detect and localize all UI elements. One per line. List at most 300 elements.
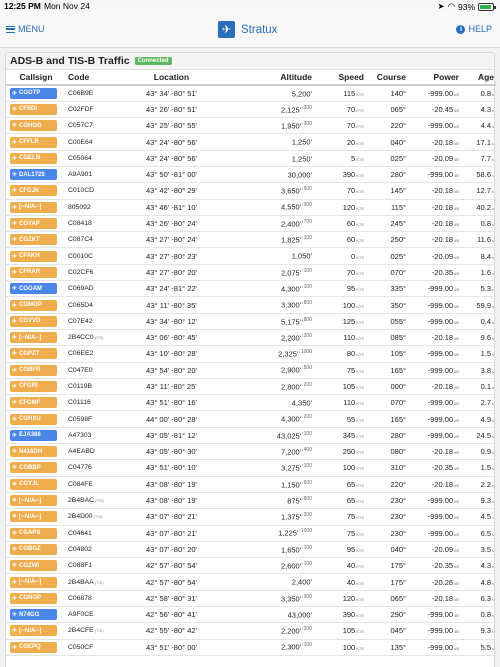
power-text: -20.18 [431, 479, 454, 489]
callsign-label[interactable] [10, 365, 57, 376]
speed-text: 60 [346, 235, 356, 245]
speed-text: 115 [343, 88, 356, 98]
callsign-text: CFAKH [19, 253, 40, 260]
age-unit: s [492, 205, 494, 211]
table-row[interactable] [6, 362, 496, 378]
callsign-label[interactable] [10, 430, 57, 441]
callsign-label[interactable] [10, 153, 57, 164]
table-row[interactable] [6, 264, 496, 280]
callsign-label[interactable] [10, 218, 57, 229]
callsign-text: CGYJL [19, 481, 40, 488]
age-text: 9.6 [480, 333, 491, 343]
speed-unit: KTS [356, 629, 364, 635]
course-cell: 025° [366, 248, 408, 264]
menu-label: MENU [18, 24, 45, 34]
power-unit: dB [454, 91, 459, 97]
speed-unit: KTS [356, 107, 364, 113]
code-text: C01116 [68, 399, 91, 407]
speed-unit: KTS [356, 531, 364, 537]
table-row[interactable] [6, 590, 496, 606]
power-text: -20.45 [431, 104, 454, 114]
age-cell [461, 558, 496, 574]
callsign-cell [6, 444, 66, 460]
course-cell: 310° [366, 460, 408, 476]
speed-unit: KTS [356, 433, 364, 439]
age-unit: s [492, 222, 494, 228]
age-text: 0.8 [480, 610, 491, 620]
power-text: -999.00 [427, 496, 454, 506]
plane-icon: ✈ [12, 221, 18, 228]
age-unit: s [492, 368, 494, 374]
vertical-speed: ↓200 [301, 512, 312, 519]
callsign-label[interactable] [10, 609, 57, 620]
plane-icon: ✈ [12, 595, 18, 602]
col-speed[interactable]: Speed [314, 70, 366, 85]
course-cell: 230° [366, 525, 408, 541]
callsign-label[interactable] [10, 185, 57, 196]
table-row[interactable] [6, 395, 496, 411]
code-text: A47303 [68, 431, 92, 439]
age-cell [461, 607, 496, 623]
col-power[interactable]: Power [408, 70, 461, 85]
callsign-label[interactable] [10, 267, 57, 278]
altitude-cell [229, 574, 314, 590]
callsign-label[interactable] [10, 381, 57, 392]
tisb-tag: (TIS) [95, 498, 104, 504]
altitude-cell [229, 558, 314, 574]
course-cell: 080° [366, 444, 408, 460]
vertical-speed: ↓600 [301, 479, 312, 486]
course-cell: 040° [366, 541, 408, 557]
power-unit: dB [454, 384, 459, 390]
speed-cell [314, 411, 366, 427]
altitude-cell [229, 378, 314, 394]
age-unit: s [492, 564, 494, 570]
tisb-tag: (TIS) [94, 335, 104, 341]
table-row[interactable] [6, 150, 496, 166]
power-unit: dB [454, 107, 459, 113]
table-row[interactable] [6, 232, 496, 248]
table-row[interactable] [6, 281, 496, 297]
col-callsign[interactable]: Callsign [6, 70, 66, 85]
power-unit: dB [454, 270, 459, 276]
speed-unit: KTS [356, 124, 364, 130]
table-row[interactable] [6, 85, 496, 101]
course-cell: 070° [366, 395, 408, 411]
table-row[interactable] [6, 183, 496, 199]
table-row[interactable] [6, 574, 496, 590]
table-row[interactable] [6, 118, 496, 134]
col-code[interactable]: Code [66, 70, 114, 85]
location-cell: 43° 07' -80° 21' [114, 509, 229, 525]
table-row[interactable] [6, 199, 496, 215]
col-altitude[interactable]: Altitude [229, 70, 314, 85]
speed-unit: KTS [356, 222, 364, 228]
code-cell [66, 444, 114, 460]
code-text: C087C4 [68, 236, 93, 244]
callsign-cell [6, 183, 66, 199]
altitude-text: 2,200' [280, 333, 302, 343]
code-text: C069AD [68, 285, 94, 293]
help-label: HELP [468, 24, 492, 34]
col-age[interactable]: Age [461, 70, 496, 85]
power-cell [408, 346, 461, 362]
callsign-cell [6, 427, 66, 443]
callsign-text: CGNOP [19, 595, 42, 602]
altitude-cell [229, 118, 314, 134]
age-unit: s [492, 336, 494, 342]
speed-text: 75 [346, 528, 356, 538]
power-unit: dB [454, 482, 459, 488]
age-unit: s [492, 450, 494, 456]
age-text: 4.3 [480, 104, 491, 114]
altitude-text: 5,200' [291, 89, 312, 99]
plane-icon: ✈ [12, 383, 18, 390]
altitude-cell [229, 101, 314, 117]
plane-icon: ✈ [12, 253, 18, 260]
power-cell [408, 150, 461, 166]
col-location[interactable]: Location [114, 70, 229, 85]
age-text: 3.5 [480, 544, 491, 554]
altitude-text: 1,375' [280, 512, 302, 522]
speed-cell [314, 590, 366, 606]
callsign-label[interactable] [10, 332, 57, 343]
age-unit: s [492, 547, 494, 553]
power-unit: dB [454, 580, 459, 586]
location-icon: ➤ [437, 1, 445, 11]
table-header-row [6, 70, 496, 85]
table-row[interactable] [6, 346, 496, 362]
speed-text: 95 [346, 544, 356, 554]
menu-button[interactable] [6, 24, 45, 34]
plane-icon: ✈ [12, 514, 18, 521]
age-cell [461, 215, 496, 231]
code-cell [66, 329, 114, 345]
table-row[interactable] [6, 623, 496, 639]
callsign-label[interactable] [10, 169, 57, 180]
callsign-label[interactable] [10, 642, 57, 653]
power-cell [408, 199, 461, 215]
code-cell [66, 509, 114, 525]
table-row[interactable] [6, 607, 496, 623]
code-text: C050CF [68, 643, 94, 651]
vertical-speed: ↓400 [301, 446, 312, 453]
callsign-text: N74GG [19, 611, 40, 618]
age-unit: s [492, 270, 494, 276]
speed-cell [314, 395, 366, 411]
table-row[interactable] [6, 509, 496, 525]
speed-cell [314, 329, 366, 345]
callsign-cell [6, 329, 66, 345]
course-cell: 055° [366, 313, 408, 329]
age-unit: s [492, 254, 494, 260]
code-text: C084FE [68, 480, 93, 488]
speed-cell [314, 639, 366, 655]
age-unit: s [492, 238, 494, 244]
table-row[interactable] [6, 525, 496, 541]
brand[interactable] [218, 21, 277, 38]
location-cell: 43° 07' -80° 21' [114, 525, 229, 541]
course-cell: 070° [366, 264, 408, 280]
callsign-cell [6, 215, 66, 231]
speed-cell [314, 574, 366, 590]
col-course[interactable]: Course [366, 70, 408, 85]
speed-unit: KTS [356, 238, 364, 244]
power-cell [408, 378, 461, 394]
power-text: -20.18 [431, 202, 454, 212]
course-cell: 045° [366, 623, 408, 639]
power-unit: dB [454, 547, 459, 553]
speed-text: 60 [346, 219, 356, 229]
code-cell [66, 525, 114, 541]
power-text: -999.00 [427, 642, 454, 652]
plane-icon: ✈ [12, 465, 18, 472]
altitude-cell [229, 183, 314, 199]
help-button[interactable] [456, 24, 492, 34]
location-cell: 43° 11' -80° 35' [114, 297, 229, 313]
callsign-label[interactable] [10, 316, 57, 327]
power-text: -999.00 [427, 414, 454, 424]
table-row[interactable] [6, 329, 496, 345]
tisb-tag: (TIS) [94, 628, 104, 634]
table-row[interactable] [6, 313, 496, 329]
table-row[interactable] [6, 378, 496, 394]
power-cell [408, 541, 461, 557]
age-text: 9.3 [480, 496, 491, 506]
speed-unit: KTS [356, 287, 364, 293]
code-text: C06EE2 [68, 350, 94, 358]
location-cell: 43° 07' -80° 20' [114, 541, 229, 557]
altitude-text: 2,600' [280, 561, 302, 571]
code-cell [66, 264, 114, 280]
code-text: C06B9E [68, 89, 94, 97]
age-cell [461, 199, 496, 215]
code-cell [66, 541, 114, 557]
callsign-label[interactable] [10, 120, 57, 131]
callsign-cell [6, 623, 66, 639]
speed-unit: KTS [356, 205, 364, 211]
speed-unit: KTS [356, 613, 364, 619]
stratux-logo-icon: ✈ [218, 21, 235, 38]
callsign-cell [6, 101, 66, 117]
callsign-cell [6, 411, 66, 427]
callsign-text: CFFLR [19, 139, 39, 146]
callsign-cell [6, 574, 66, 590]
callsign-label[interactable] [10, 300, 57, 311]
callsign-label[interactable] [10, 202, 57, 213]
callsign-text: CGBFR [19, 367, 41, 374]
callsign-label[interactable] [10, 414, 57, 425]
code-cell [66, 118, 114, 134]
code-cell [66, 492, 114, 508]
course-cell: 335° [366, 281, 408, 297]
altitude-text: 3,650' [280, 186, 302, 196]
table-row[interactable] [6, 558, 496, 574]
callsign-label[interactable] [10, 348, 57, 359]
table-row[interactable] [6, 427, 496, 443]
power-text: -20.18 [431, 381, 454, 391]
panel-title: ADS-B and TIS-B Traffic [10, 55, 130, 67]
age-cell [461, 362, 496, 378]
plane-icon: ✈ [12, 237, 18, 244]
table-row[interactable] [6, 639, 496, 655]
speed-text: 345 [342, 430, 356, 440]
code-text: C05064 [68, 154, 92, 162]
callsign-label[interactable] [10, 397, 57, 408]
speed-text: 80 [346, 349, 356, 359]
power-cell [408, 166, 461, 182]
vertical-speed: ↑300 [301, 202, 312, 209]
callsign-cell [6, 166, 66, 182]
plane-icon: ✈ [12, 546, 18, 553]
code-cell [66, 362, 114, 378]
location-cell: 43° 46' -81° 10' [114, 199, 229, 215]
power-unit: dB [454, 613, 459, 619]
power-cell [408, 525, 461, 541]
callsign-cell [6, 607, 66, 623]
callsign-label[interactable] [10, 625, 57, 636]
callsign-label[interactable] [10, 462, 57, 473]
plane-icon: ✈ [12, 563, 18, 570]
table-row[interactable] [6, 460, 496, 476]
age-text: 4.3 [480, 561, 491, 571]
speed-text: 390 [342, 610, 356, 620]
code-text: C047E0 [68, 366, 93, 374]
power-unit: dB [454, 466, 459, 472]
vertical-speed: ↓100 [301, 544, 312, 551]
power-text: -20.18 [431, 219, 454, 229]
power-text: -20.18 [431, 447, 454, 457]
table-row[interactable] [6, 101, 496, 117]
location-cell: 42° 57' -80° 54' [114, 574, 229, 590]
table-row[interactable] [6, 297, 496, 313]
age-cell [461, 118, 496, 134]
age-cell [461, 509, 496, 525]
altitude-cell [229, 281, 314, 297]
speed-text: 20 [346, 137, 356, 147]
plane-icon: ✈ [12, 286, 18, 293]
callsign-label[interactable] [10, 88, 57, 99]
power-cell [408, 623, 461, 639]
callsign-text: CGOTP [19, 90, 41, 97]
callsign-text: DAL1728 [19, 171, 45, 178]
course-cell: 105° [366, 346, 408, 362]
power-text: -20.09 [431, 153, 454, 163]
altitude-cell [229, 476, 314, 492]
altitude-text: 2,325' [278, 349, 299, 359]
power-cell [408, 639, 461, 655]
brand-title: Stratux [241, 23, 278, 36]
altitude-text: 2,075' [280, 268, 302, 278]
callsign-text: [--N/A--] [19, 334, 42, 341]
callsign-label[interactable] [10, 479, 57, 490]
code-cell [66, 460, 114, 476]
speed-unit: KTS [356, 254, 364, 260]
plane-icon: ✈ [12, 155, 18, 162]
table-row[interactable] [6, 492, 496, 508]
altitude-text: 3,300' [280, 300, 302, 310]
callsign-label[interactable] [10, 251, 57, 262]
callsign-label[interactable] [10, 283, 57, 294]
speed-cell [314, 85, 366, 101]
altitude-text: 2,400' [280, 219, 302, 229]
speed-cell [314, 313, 366, 329]
altitude-cell [229, 590, 314, 606]
callsign-cell [6, 378, 66, 394]
callsign-label[interactable] [10, 560, 57, 571]
callsign-label[interactable] [10, 234, 57, 245]
altitude-text: 1,150' [280, 480, 302, 490]
callsign-text: CGPZT [19, 350, 40, 357]
code-cell [66, 85, 114, 101]
callsign-label[interactable] [10, 593, 57, 604]
speed-text: 95 [346, 284, 356, 294]
vertical-speed: ↑100 [301, 642, 312, 649]
callsign-label[interactable] [10, 104, 57, 115]
age-text: 6.3 [480, 593, 491, 603]
age-cell [461, 297, 496, 313]
callsign-label[interactable] [10, 511, 57, 522]
power-cell [408, 558, 461, 574]
power-text: -999.00 [427, 528, 454, 538]
speed-cell [314, 460, 366, 476]
location-cell: 43° 11' -80° 25' [114, 378, 229, 394]
age-cell [461, 378, 496, 394]
callsign-text: CGBGZ [19, 546, 41, 553]
table-row[interactable] [6, 215, 496, 231]
age-text: 1.5 [480, 349, 491, 359]
location-cell: 43° 24' -80° 56' [114, 150, 229, 166]
speed-cell [314, 134, 366, 150]
altitude-text: 2,125' [280, 105, 302, 115]
speed-unit: KTS [356, 140, 364, 146]
location-cell: 42° 57' -80° 54' [114, 558, 229, 574]
callsign-cell [6, 313, 66, 329]
power-unit: dB [454, 629, 459, 635]
callsign-label[interactable] [10, 446, 57, 457]
callsign-label[interactable] [10, 137, 57, 148]
speed-cell [314, 607, 366, 623]
code-cell [66, 183, 114, 199]
table-row[interactable] [6, 248, 496, 264]
table-row[interactable] [6, 134, 496, 150]
age-text: 1.6 [480, 267, 491, 277]
callsign-label[interactable] [10, 577, 57, 588]
callsign-label[interactable] [10, 528, 57, 539]
table-row[interactable] [6, 541, 496, 557]
code-cell [66, 411, 114, 427]
altitude-text: 1,250' [291, 154, 312, 164]
table-row[interactable] [6, 411, 496, 427]
callsign-label[interactable] [10, 544, 57, 555]
altitude-cell [229, 460, 314, 476]
table-row[interactable] [6, 444, 496, 460]
speed-cell [314, 118, 366, 134]
table-row[interactable] [6, 476, 496, 492]
location-cell: 43° 05' -80° 30' [114, 444, 229, 460]
age-text: 4.5 [480, 512, 491, 522]
callsign-text: CFSDI [19, 106, 38, 113]
table-row[interactable] [6, 166, 496, 182]
power-cell [408, 215, 461, 231]
vertical-speed: ↑300 [301, 120, 312, 127]
traffic-panel [5, 52, 495, 667]
callsign-cell [6, 232, 66, 248]
age-unit: s [492, 482, 494, 488]
code-text: C010CD [68, 187, 95, 195]
power-unit: dB [454, 515, 459, 521]
callsign-label[interactable] [10, 495, 57, 506]
